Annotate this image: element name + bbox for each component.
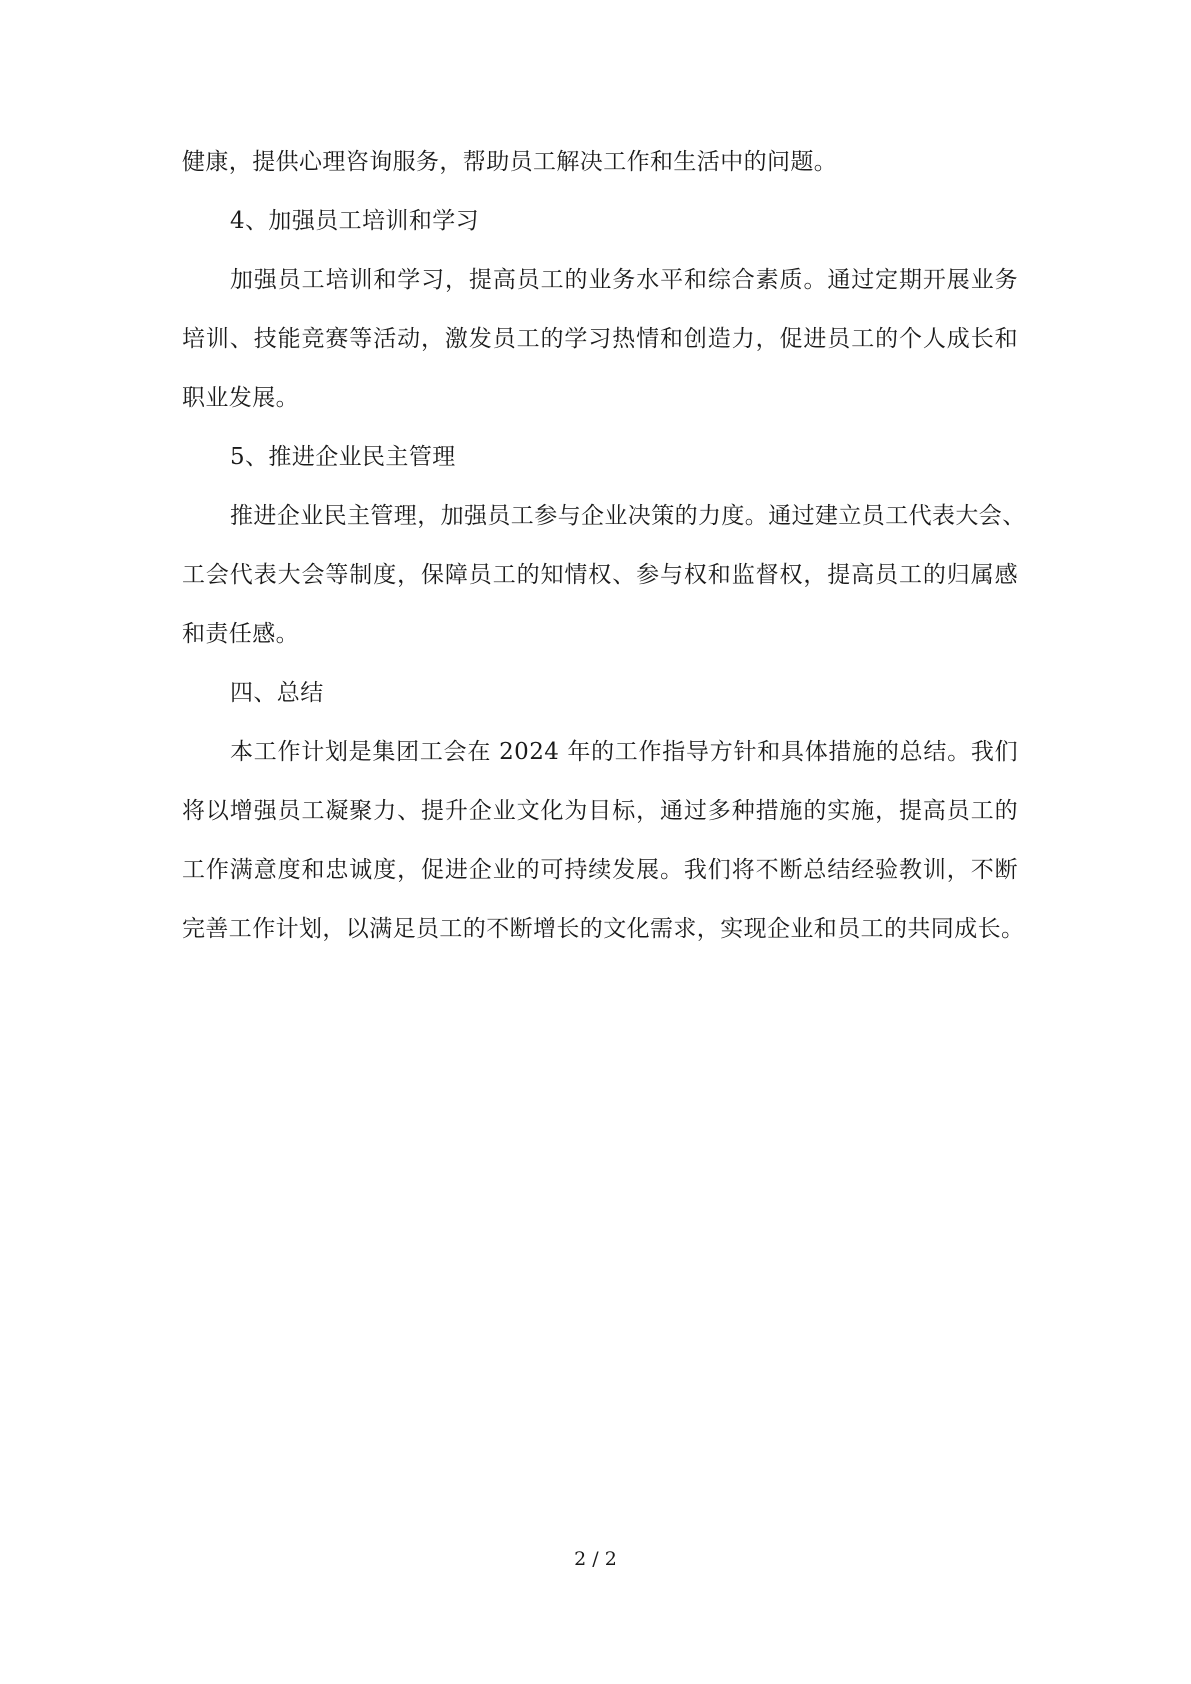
- paragraph-line: 完善工作计划，以满足员工的不断增长的文化需求，实现企业和员工的共同成长。: [182, 916, 1025, 942]
- paragraph-line: 职业发展。: [182, 385, 299, 411]
- paragraph-line: 和责任感。: [182, 621, 299, 647]
- paragraph-line: 将以增强员工凝聚力、提升企业文化为目标，通过多种措施的实施，提高员工的: [182, 798, 1018, 824]
- paragraph-line: 工会代表大会等制度，保障员工的知情权、参与权和监督权，提高员工的归属感: [182, 562, 1018, 588]
- paragraph-line: 工作满意度和忠诚度，促进企业的可持续发展。我们将不断总结经验教训，不断: [182, 857, 1018, 883]
- paragraph-line: 推进企业民主管理，加强员工参与企业决策的力度。通过建立员工代表大会、: [230, 503, 1026, 529]
- page-number: 2 / 2: [574, 1548, 617, 1570]
- paragraph-line: 健康，提供心理咨询服务，帮助员工解决工作和生活中的问题。: [182, 149, 838, 175]
- section-heading: 5、推进企业民主管理: [230, 444, 456, 470]
- section-heading: 4、加强员工培训和学习: [230, 208, 480, 234]
- paragraph-line: 培训、技能竞赛等活动，激发员工的学习热情和创造力，促进员工的个人成长和: [182, 326, 1018, 352]
- paragraph-line: 本工作计划是集团工会在 2024 年的工作指导方针和具体措施的总结。我们: [230, 739, 1018, 765]
- paragraph-line: 加强员工培训和学习，提高员工的业务水平和综合素质。通过定期开展业务: [230, 267, 1018, 293]
- section-heading: 四、总结: [230, 680, 324, 706]
